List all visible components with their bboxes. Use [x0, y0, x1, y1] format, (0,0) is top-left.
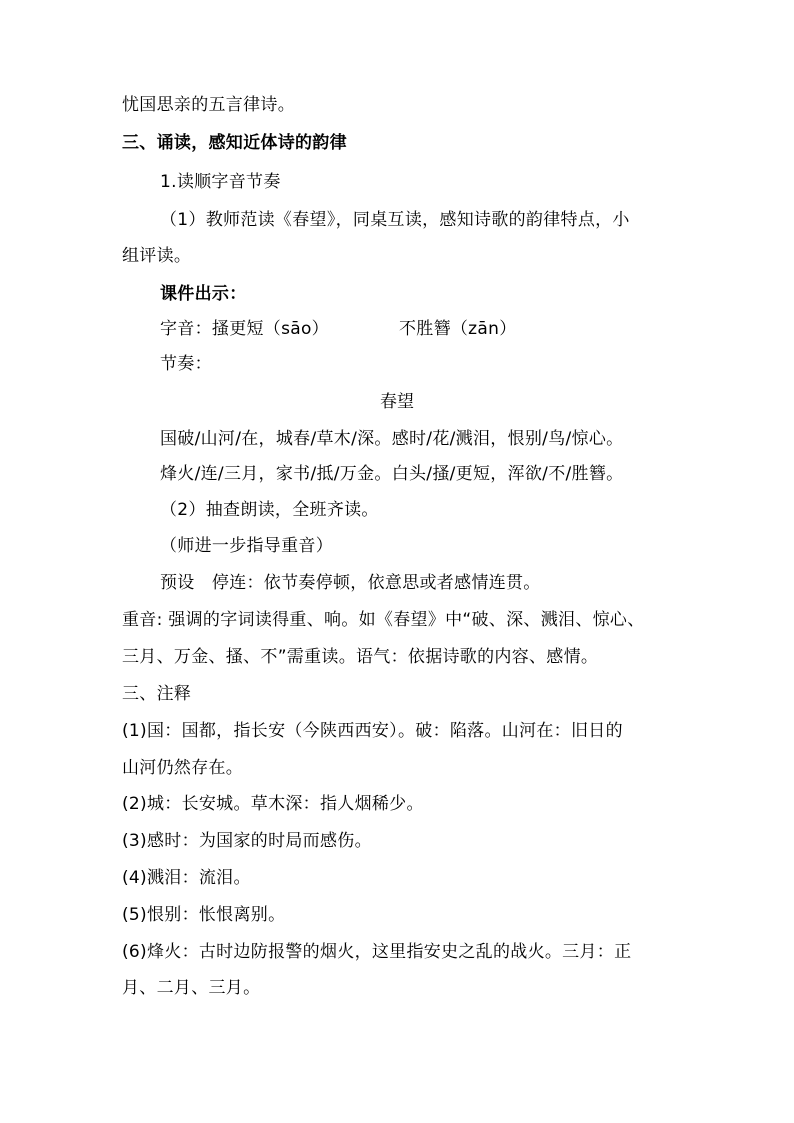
note-5: (5)恨别：怅恨离别。 — [122, 905, 286, 925]
note-4: (4)溅泪：流泪。 — [122, 868, 251, 888]
section-heading-notes: 三、注释 — [122, 684, 192, 704]
rhythm-label: 节奏： — [160, 354, 212, 374]
paragraph-teacher-reading-cont: 组评读。 — [122, 246, 192, 266]
paragraph-stress-cont: 三月、万金、搔、不”需重读。语气：依据诗歌的内容、感情。 — [122, 647, 599, 667]
paragraph-teacher-guidance: （师进一步指导重音） — [160, 536, 333, 556]
note-2: (2)城：长安城。草木深：指人烟稀少。 — [122, 794, 424, 814]
pronunciation-first: 字音：搔更短（sāo） — [160, 319, 329, 339]
note-3: (3)感时：为国家的时局而感伤。 — [122, 831, 372, 851]
poem-line-2: 烽火/连/三月，家书/抵/万金。白头/搔/更短，浑欲/不/胜簪。 — [160, 464, 624, 484]
note-6-cont: 月、二月、三月。 — [122, 978, 261, 998]
poem-line-1: 国破/山河/在，城春/草木/深。感时/花/溅泪，恨别/鸟/惊心。 — [160, 429, 624, 449]
section-heading-recite: 三、诵读，感知近体诗的韵律 — [122, 133, 347, 153]
note-1: (1)国：国都，指长安（今陕西西安）。破：陷落。山河在：旧日的 — [122, 721, 623, 741]
paragraph-pause-link: 预设 停连：依节奏停顿，依意思或者感情连贯。 — [160, 573, 541, 593]
text-line-intro-end: 忧国思亲的五言律诗。 — [122, 95, 295, 115]
note-6: (6)烽火：古时边防报警的烟火，这里指安史之乱的战火。三月：正 — [122, 942, 632, 962]
pronunciation-second: 不胜簪（zān） — [398, 319, 517, 339]
subheading-read-pronunciation: 1.读顺字音节奏 — [160, 172, 281, 192]
pronunciation-line — [160, 318, 517, 340]
note-1-cont: 山河仍然存在。 — [122, 758, 244, 778]
paragraph-spot-check: （2）抽查朗读，全班齐读。 — [160, 500, 379, 520]
paragraph-stress: 重音: 强调的字词读得重、响。如《春望》中“破、深、溅泪、惊心、 — [122, 610, 645, 630]
paragraph-teacher-reading: （1）教师范读《春望》，同桌互读，感知诗歌的韵律特点，小 — [160, 210, 630, 230]
courseware-label: 课件出示： — [160, 284, 247, 304]
poem-title: 春望 — [380, 392, 414, 412]
